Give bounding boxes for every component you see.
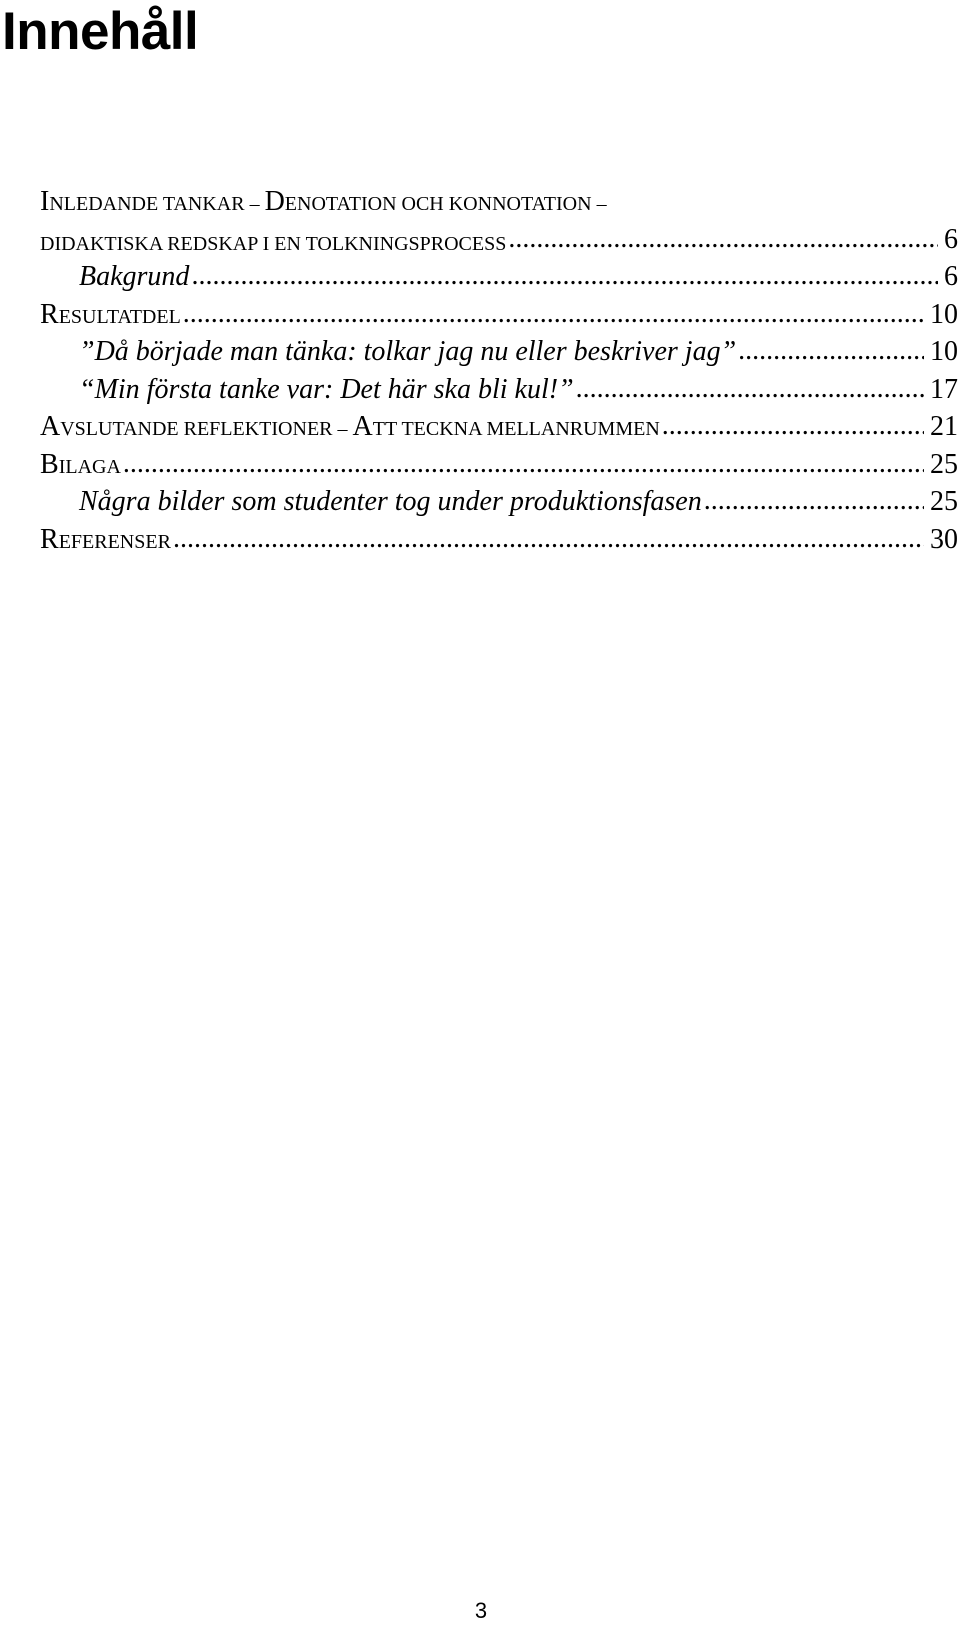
toc-entry-first-letter: A	[352, 411, 373, 442]
toc-page-number: 10	[930, 298, 958, 330]
toc-entry-dash: –	[591, 193, 607, 215]
toc-entry-label: Bakgrund	[79, 261, 190, 292]
toc-entry-da-borjade[interactable]	[40, 331, 958, 369]
toc-entry-min-forsta[interactable]	[40, 368, 958, 406]
toc-entry-inledande-line2[interactable]	[40, 218, 958, 256]
toc-leader-dots	[181, 298, 924, 330]
toc-leader-dots	[121, 448, 924, 480]
toc-entry-referenser[interactable]	[40, 518, 958, 556]
toc-entry-avslutande[interactable]	[40, 406, 958, 444]
table-of-contents	[40, 184, 958, 556]
toc-entry-label: EFERENSER	[58, 530, 171, 553]
toc-leader-dots	[506, 223, 938, 255]
toc-page-number: 30	[930, 523, 958, 555]
toc-entry-first-letter: A	[40, 411, 61, 442]
page-number: 3	[474, 1598, 488, 1623]
toc-entry-close-quote: ”	[558, 373, 574, 405]
toc-entry-nagra-bilder[interactable]	[40, 481, 958, 519]
toc-page-number: 25	[930, 448, 958, 480]
toc-entry-label: NLEDANDE TANKAR	[49, 193, 245, 215]
toc-entry-close-quote: ”	[720, 336, 737, 367]
toc-page-number: 6	[944, 223, 958, 255]
toc-entry-first-letter: R	[40, 298, 59, 330]
toc-entry-dash: –	[244, 193, 265, 215]
toc-entry-label: Min första tanke var: Det här ska bli kul!	[94, 373, 559, 405]
toc-page-number: 25	[930, 486, 958, 517]
toc-entry-inledande-line1[interactable]	[40, 184, 958, 218]
toc-entry-open-quote: ”	[79, 336, 95, 367]
toc-leader-dots	[736, 335, 924, 367]
toc-entry-label: TT TECKNA MELLANRUMMEN	[372, 418, 660, 440]
toc-entry-first-letter: B	[40, 448, 59, 480]
toc-entry-dash: –	[332, 418, 353, 440]
toc-entry-label: Då började man tänka: tolkar jag nu eller beskriver jag	[94, 336, 721, 367]
toc-entry-label: VSLUTANDE REFLEKTIONER	[60, 418, 333, 440]
toc-entry-open-quote: “	[79, 373, 95, 405]
page-heading: Innehåll	[2, 2, 199, 61]
toc-entry-label: DIDAKTISKA REDSKAP I EN TOLKNINGSPROCESS	[40, 232, 507, 255]
toc-entry-bakgrund[interactable]	[40, 256, 958, 294]
toc-page-number: 10	[930, 336, 958, 367]
toc-entry-first-letter: D	[264, 186, 285, 217]
toc-entry-label: ILAGA	[58, 455, 121, 478]
toc-entry-first-letter: R	[40, 523, 59, 555]
page-footer	[0, 1598, 960, 1624]
toc-leader-dots	[702, 485, 924, 517]
toc-page-number: 21	[930, 411, 958, 442]
toc-entry-label: ENOTATION OCH KONNOTATION	[284, 193, 592, 215]
toc-page-number: 6	[944, 261, 958, 292]
toc-leader-dots	[660, 410, 924, 442]
toc-leader-dots	[189, 260, 938, 292]
toc-page-number: 17	[930, 373, 958, 405]
toc-leader-dots	[171, 523, 924, 555]
toc-entry-label: ESULTATDEL	[58, 305, 181, 328]
toc-entry-bilaga[interactable]	[40, 443, 958, 481]
toc-entry-first-letter: I	[40, 186, 50, 217]
toc-entry-resultatdel[interactable]	[40, 293, 958, 331]
toc-leader-dots	[574, 373, 924, 405]
toc-entry-label: Några bilder som studenter tog under produktionsfasen	[79, 486, 702, 517]
